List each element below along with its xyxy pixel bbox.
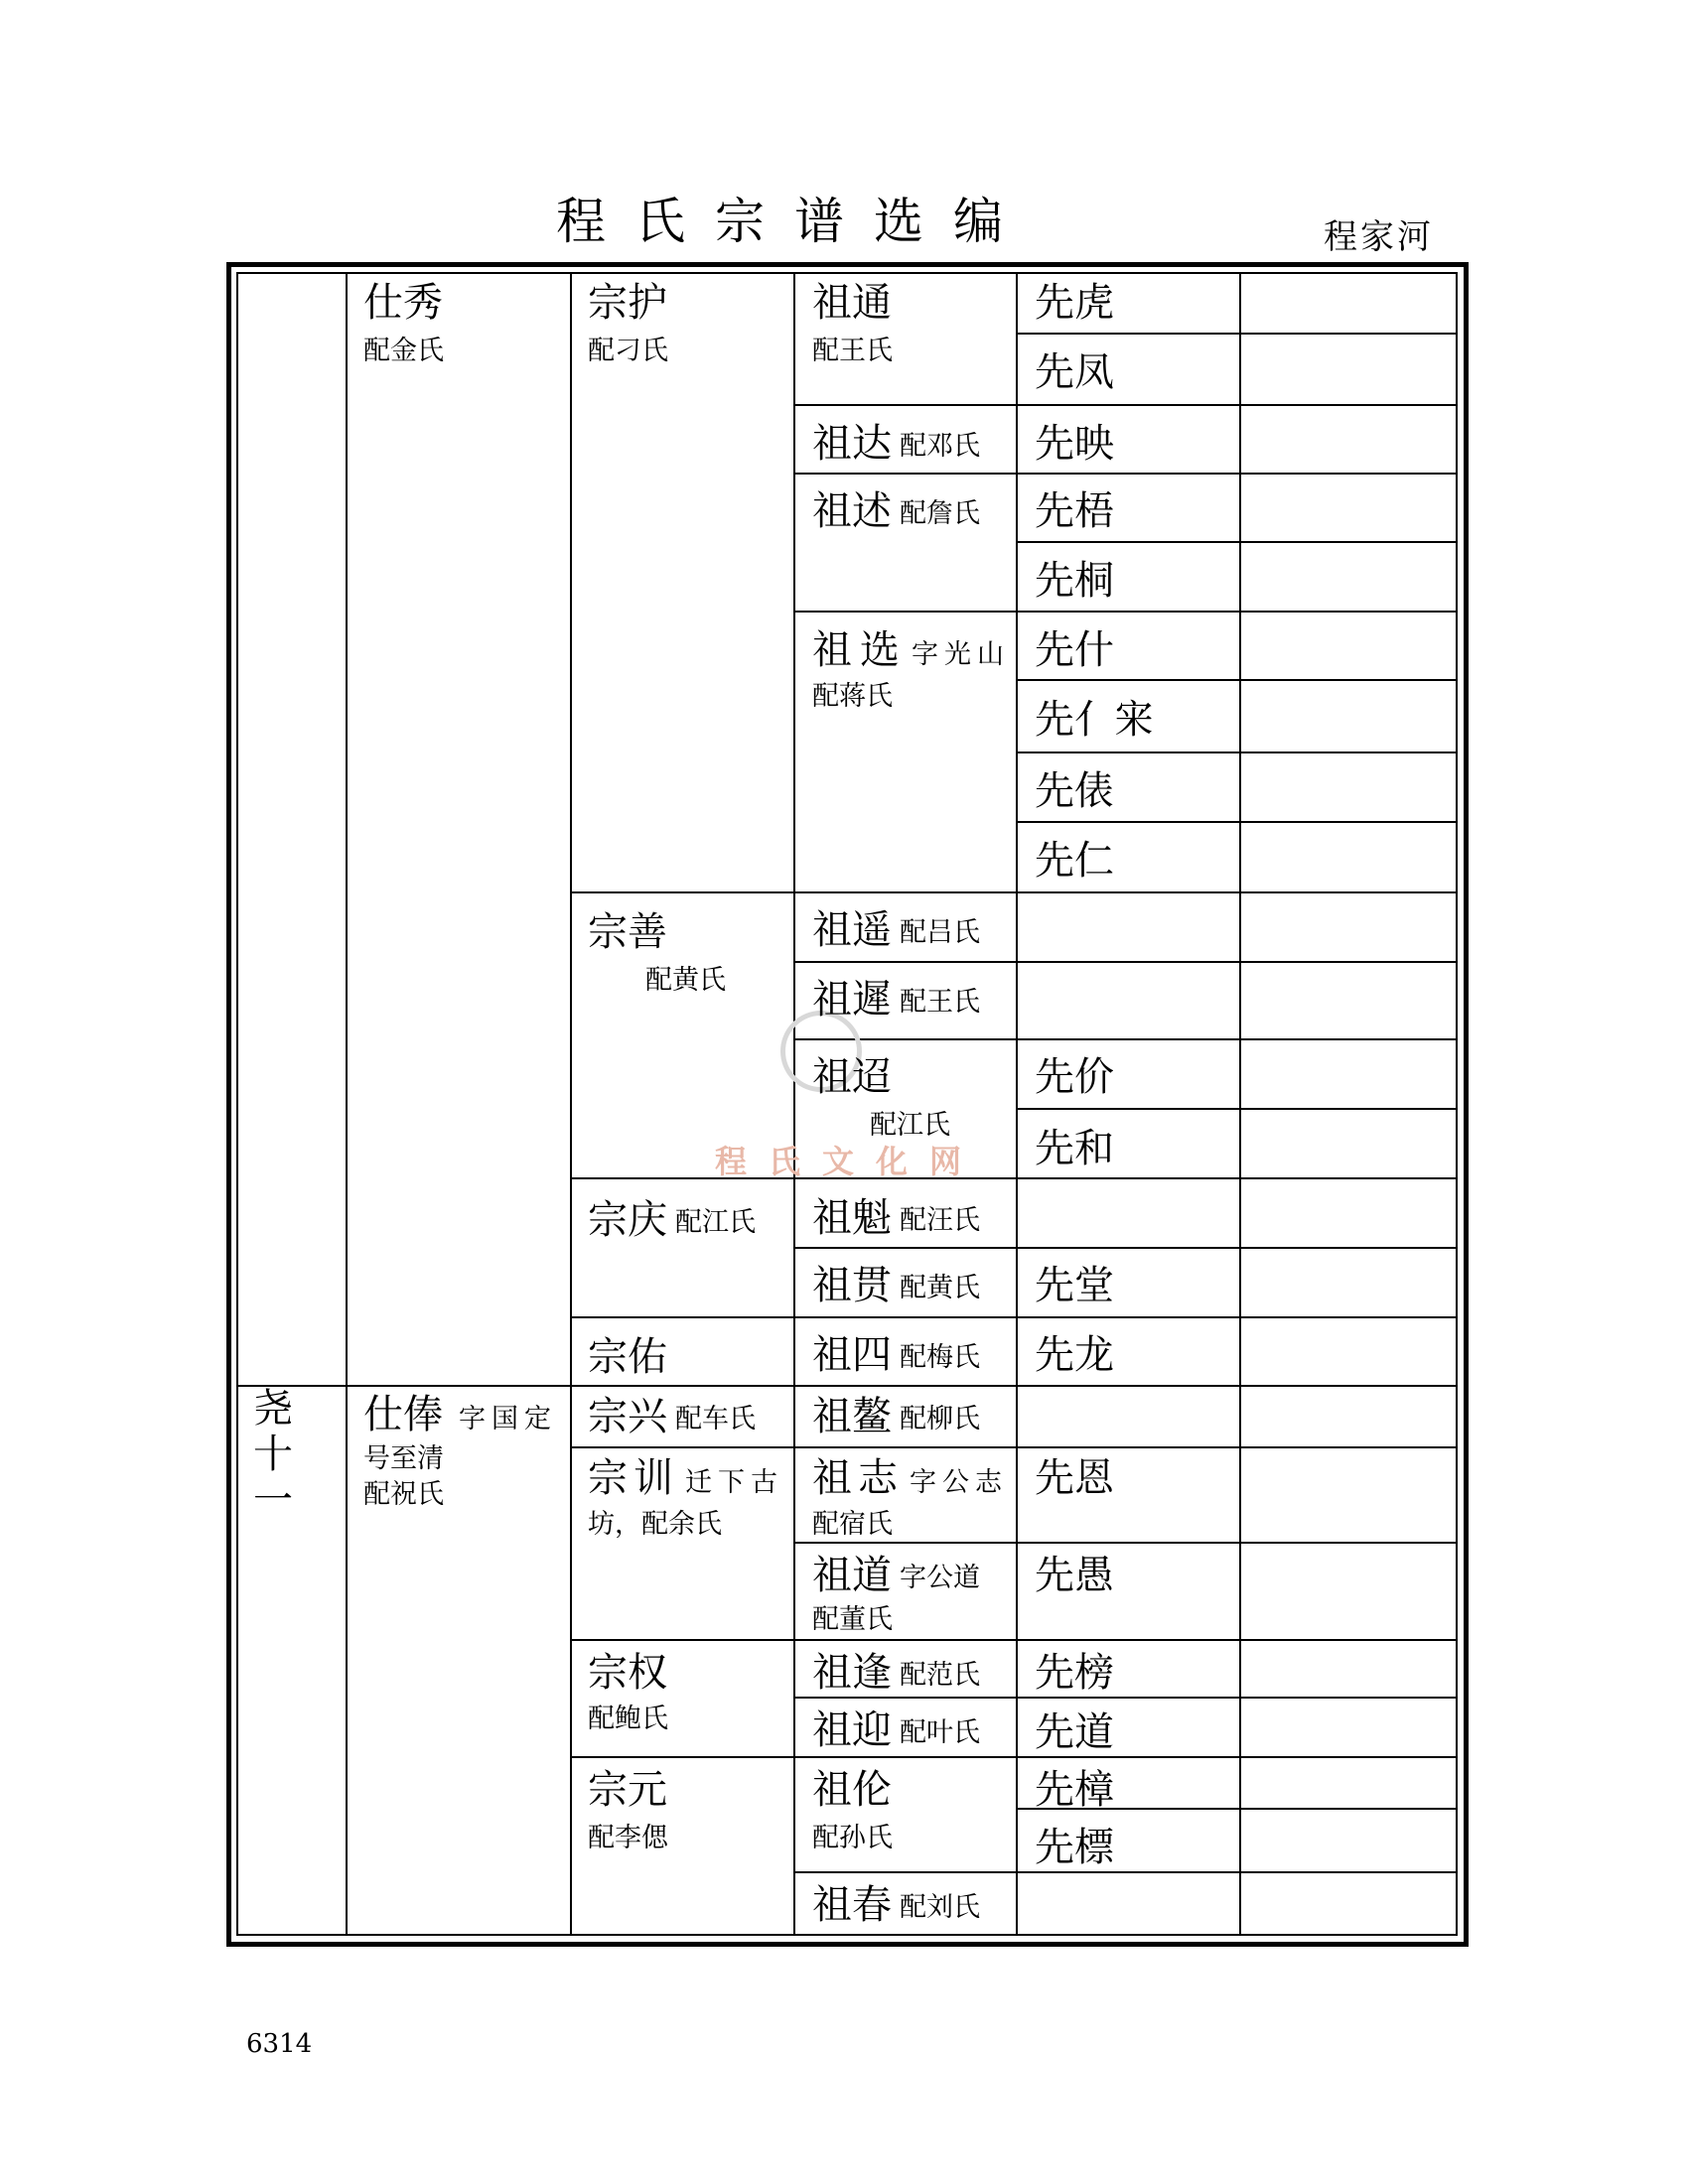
- person-note: 配吕氏: [900, 917, 980, 948]
- person-note: 字公志: [910, 1467, 1008, 1498]
- person-name: 宗善: [588, 909, 667, 955]
- person-note: 配江氏: [675, 1207, 756, 1238]
- person-name: 宗佑: [588, 1334, 667, 1380]
- person-note: 配黄氏: [645, 965, 726, 996]
- person-note: 配詹氏: [900, 498, 980, 529]
- person-name: 先和: [1035, 1126, 1114, 1171]
- row-divider: [793, 473, 1458, 475]
- person-note: 配黄氏: [900, 1273, 980, 1303]
- row-divider: [793, 404, 1458, 406]
- person-note: 配梅氏: [900, 1342, 980, 1373]
- person-name: 先桐: [1035, 558, 1114, 604]
- person-name: 先標: [1035, 1825, 1114, 1870]
- person-name: 祖述: [812, 488, 892, 534]
- person-name: 仕俸: [363, 1392, 443, 1437]
- person-name: 先愚: [1035, 1553, 1114, 1598]
- row-divider: [793, 961, 1458, 963]
- person-note: 迁下古: [685, 1467, 783, 1498]
- generation-label: 尧十一: [253, 1386, 293, 1523]
- person-note: 字公道: [900, 1563, 980, 1593]
- column-divider: [346, 272, 348, 1936]
- person-name: 祖魁: [812, 1195, 892, 1241]
- person-name: 祖四: [812, 1332, 892, 1378]
- person-note: 配江氏: [870, 1110, 950, 1141]
- person-note: 字国定: [459, 1404, 557, 1434]
- person-name: 宗权: [588, 1650, 667, 1696]
- person-note: 配蒋氏: [812, 681, 893, 712]
- person-name: 祖迎: [812, 1707, 892, 1753]
- person-note: 配范氏: [900, 1660, 980, 1691]
- person-note: 配柳氏: [900, 1404, 980, 1434]
- person-name: 宗兴: [588, 1394, 667, 1439]
- row-divider: [570, 1316, 1458, 1318]
- person-note: 号至清: [363, 1443, 444, 1474]
- row-divider: [1016, 821, 1458, 823]
- person-note: 配董氏: [812, 1604, 893, 1635]
- person-name: 祖选: [812, 627, 908, 673]
- person-name: 祖通: [812, 280, 892, 326]
- row-divider: [1016, 541, 1458, 543]
- person-note: 配孙氏: [812, 1823, 893, 1853]
- person-name: 先虎: [1035, 280, 1114, 326]
- person-note: 配王氏: [812, 336, 893, 366]
- column-divider: [1016, 272, 1018, 1936]
- row-divider: [570, 1446, 1458, 1448]
- person-note: 配宿氏: [812, 1509, 893, 1540]
- person-name: 先梧: [1035, 488, 1114, 534]
- person-name: 祖贯: [812, 1263, 892, 1308]
- person-note: 配刁氏: [588, 336, 668, 366]
- person-name: 祖逢: [812, 1650, 892, 1696]
- row-divider: [570, 1177, 1458, 1179]
- person-note: 配李偲: [588, 1823, 668, 1853]
- person-name: 祖遥: [812, 907, 892, 953]
- row-divider: [793, 1038, 1458, 1040]
- person-name: 先仁: [1035, 838, 1114, 884]
- person-name: 宗元: [588, 1767, 667, 1813]
- row-divider: [1016, 751, 1458, 753]
- row-divider: [1016, 1108, 1458, 1110]
- row-divider: [1016, 679, 1458, 681]
- person-name: 祖迢: [812, 1054, 892, 1100]
- person-note: 配叶氏: [900, 1717, 980, 1748]
- person-name: 宗庆: [588, 1197, 667, 1243]
- person-name: 先价: [1035, 1054, 1114, 1100]
- column-divider: [570, 272, 572, 1936]
- person-name: 祖春: [812, 1882, 892, 1928]
- row-divider: [570, 1639, 1458, 1641]
- person-name: 先亻宩: [1035, 697, 1154, 743]
- row-divider: [236, 1934, 1458, 1936]
- row-divider: [236, 272, 1458, 274]
- row-divider: [236, 1385, 1458, 1387]
- person-note: 配汪氏: [900, 1205, 980, 1236]
- person-name: 先恩: [1035, 1455, 1114, 1501]
- person-name: 祖遲: [812, 977, 892, 1023]
- page-number: 6314: [246, 2029, 313, 2059]
- column-divider: [236, 272, 238, 1936]
- person-name: 先映: [1035, 421, 1114, 467]
- row-divider: [1016, 333, 1458, 335]
- person-name: 仕秀: [363, 280, 443, 326]
- page-title: 程氏宗谱选编: [556, 193, 1033, 250]
- person-name: 先道: [1035, 1709, 1114, 1755]
- person-name: 宗训: [588, 1455, 679, 1501]
- person-note: 配邓氏: [900, 431, 980, 462]
- person-name: 先堂: [1035, 1263, 1114, 1308]
- person-name: 宗护: [588, 280, 667, 326]
- row-divider: [793, 1247, 1458, 1249]
- row-divider: [793, 1871, 1458, 1873]
- person-name: 祖鳌: [812, 1394, 892, 1439]
- person-name: 祖志: [812, 1455, 904, 1501]
- watermark-text: 程氏文化网: [715, 1143, 984, 1180]
- person-note: 坊，配余氏: [588, 1509, 722, 1540]
- person-name: 祖伦: [812, 1767, 892, 1813]
- column-divider: [1456, 272, 1458, 1936]
- person-name: 先樟: [1035, 1767, 1114, 1813]
- person-name: 先俵: [1035, 768, 1114, 814]
- person-name: 先龙: [1035, 1332, 1114, 1378]
- person-note: 配车氏: [675, 1404, 756, 1434]
- person-name: 祖达: [812, 421, 892, 467]
- person-name: 先榜: [1035, 1650, 1114, 1696]
- place-name: 程家河: [1324, 217, 1434, 257]
- person-note: 配王氏: [900, 987, 980, 1018]
- person-name: 先什: [1035, 627, 1114, 673]
- row-divider: [570, 1756, 1458, 1758]
- person-note: 配鲍氏: [588, 1704, 668, 1734]
- column-divider: [1239, 272, 1241, 1936]
- row-divider: [793, 1542, 1458, 1544]
- person-note: 配金氏: [363, 336, 444, 366]
- column-divider: [793, 272, 795, 1936]
- person-name: 先凤: [1035, 349, 1114, 395]
- person-note: 配祝氏: [363, 1479, 444, 1510]
- person-note: 字光山: [912, 639, 1010, 670]
- row-divider: [570, 891, 1458, 893]
- row-divider: [793, 1697, 1458, 1699]
- row-divider: [793, 611, 1458, 613]
- person-note: 配刘氏: [900, 1892, 980, 1923]
- person-name: 祖道: [812, 1553, 892, 1598]
